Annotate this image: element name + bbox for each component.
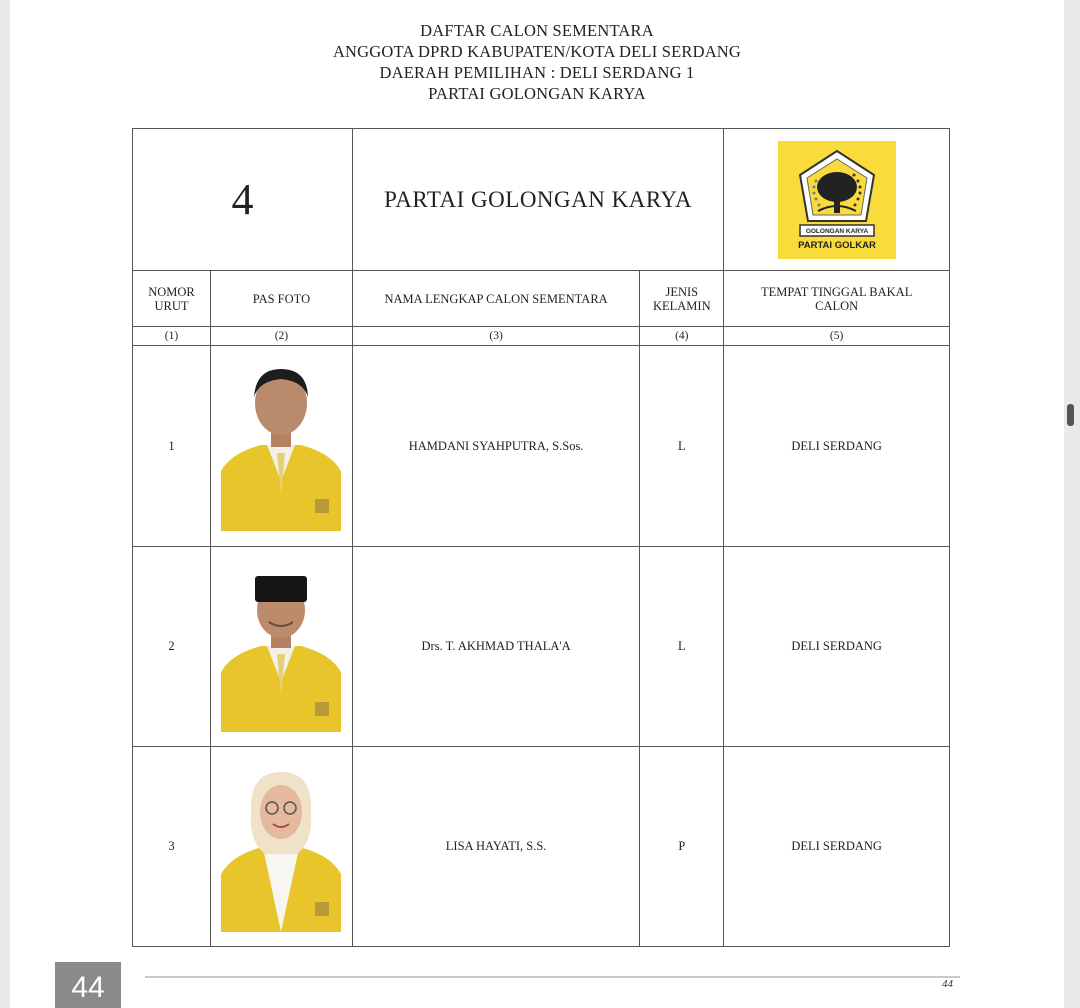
- col-pas-foto: PAS FOTO: [210, 271, 352, 327]
- party-number-cell: [133, 129, 353, 271]
- candidate-photo-cell: [210, 747, 352, 947]
- candidate-gender: L: [640, 547, 724, 747]
- col-jenis-kelamin: JENIS KELAMIN: [640, 271, 724, 327]
- header-line-1: DAFTAR CALON SEMENTARA: [420, 21, 654, 40]
- person-photo-icon: [221, 562, 341, 732]
- candidate-residence: DELI SERDANG: [724, 547, 950, 747]
- document-header: [10, 20, 1064, 104]
- person-photo-icon: [221, 762, 341, 932]
- candidate-photo-cell: [210, 547, 352, 747]
- col-index-4: (4): [640, 327, 724, 346]
- candidate-number: 3: [133, 747, 211, 947]
- col-index-1: (1): [133, 327, 211, 346]
- person-photo-icon: [221, 361, 341, 531]
- party-logo-cell: [724, 129, 950, 271]
- col-index-5: (5): [724, 327, 950, 346]
- table-row: [133, 747, 950, 947]
- document-page: [10, 0, 1064, 1008]
- candidate-gender: L: [640, 346, 724, 547]
- candidate-residence: DELI SERDANG: [724, 346, 950, 547]
- col-index-2: (2): [210, 327, 352, 346]
- candidate-table: [132, 128, 950, 947]
- candidate-residence: DELI SERDANG: [724, 747, 950, 947]
- page-indicator-badge: 44: [55, 962, 121, 1008]
- table-row: [133, 346, 950, 547]
- scrollbar-thumb[interactable]: [1067, 404, 1074, 426]
- column-index-row: [133, 327, 950, 346]
- candidate-name: HAMDANI SYAHPUTRA, S.Sos.: [352, 346, 639, 547]
- golkar-logo: [778, 141, 896, 259]
- column-header-row: [133, 271, 950, 327]
- footer-page-number: 44: [942, 978, 953, 990]
- banyan-tree-icon: [778, 141, 896, 259]
- candidate-number: 2: [133, 547, 211, 747]
- candidate-gender: P: [640, 747, 724, 947]
- candidate-number: 1: [133, 346, 211, 547]
- col-nama: NAMA LENGKAP CALON SEMENTARA: [352, 271, 639, 327]
- header-line-3: DAERAH PEMILIHAN : DELI SERDANG 1: [379, 63, 695, 82]
- candidate-photo-cell: [210, 346, 352, 547]
- header-line-4: PARTAI GOLONGAN KARYA: [428, 84, 646, 103]
- candidate-name: Drs. T. AKHMAD THALA'A: [352, 547, 639, 747]
- table-row: [133, 547, 950, 747]
- col-index-3: (3): [352, 327, 639, 346]
- candidate-photo: [221, 762, 341, 932]
- header-line-2: ANGGOTA DPRD KABUPATEN/KOTA DELI SERDANG: [332, 42, 742, 61]
- logo-party-text: PARTAI GOLKAR: [797, 239, 876, 251]
- candidate-photo: [221, 562, 341, 732]
- party-header-row: [133, 129, 950, 271]
- logo-banner-text: GOLONGAN KARYA: [805, 227, 868, 235]
- party-name: PARTAI GOLONGAN KARYA: [384, 186, 693, 212]
- party-number: 4: [231, 175, 254, 224]
- footer-divider: [145, 976, 960, 978]
- col-nomor-urut: NOMOR URUT: [133, 271, 211, 327]
- party-name-cell: [352, 129, 723, 271]
- candidate-photo: [221, 361, 341, 531]
- candidate-name: LISA HAYATI, S.S.: [352, 747, 639, 947]
- col-tempat-tinggal: TEMPAT TINGGAL BAKAL CALON: [724, 271, 950, 327]
